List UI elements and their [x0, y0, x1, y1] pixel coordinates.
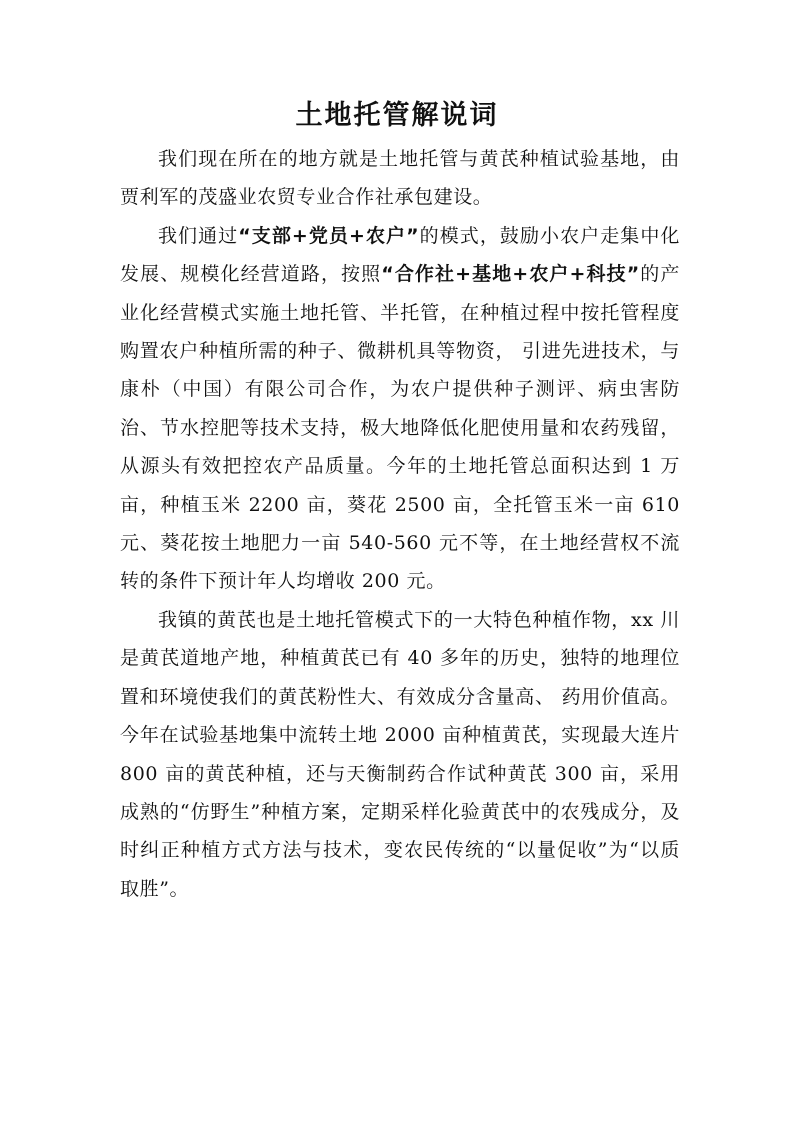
- paragraph-2-text-2: 的模式，鼓励小农户走集中化发展、规模化经营道路，按照: [120, 224, 680, 286]
- document-body: [120, 140, 680, 908]
- paragraph-2-text-3: 的产业化经营模式实施土地托管、半托管，在种植过程中按托管程度购置农户种植所需的种子、微耕机具等物资， 引进先进技术，与康朴（中国）有限公司合作，为农户提供种子测评、病虫害防治、节水控肥等技术支持，极大地降低化肥使用量和农药残留，从源头有效把控农产品质量。今年的土地托管总面积达到 1 万亩，种植玉米 2200 亩，葵花 2500 亩，全托管玉米一亩 610 元、葵花按土地肥力一亩 540-560 元不等，在土地经营权不流转的条件下预计年人均增收 200 元。: [120, 263, 680, 593]
- paragraph-3-text: 我镇的黄芪也是土地托管模式下的一大特色种植作物，xx 川是黄芪道地产地，种植黄芪已有 40 多年的历史，独特的地理位置和环境使我们的黄芪粉性大、有效成分含量高、 药用价值高。今年在试验基地集中流转土地 2000 亩种植黄芪，实现最大连片 800 亩的黄芪种植，还与天衡制药合作试种黄芪 300 亩，采用成熟的“仿野生”种植方案，定期采样化验黄芪中的农残成分，及时纠正种植方式方法与技术，变农民传统的“以量促收”为“以质取胜”。: [120, 608, 680, 900]
- document-title: 土地托管解说词: [295, 100, 499, 131]
- paragraph-2-text-1: 我们通过: [158, 224, 239, 247]
- paragraph-3: [120, 601, 680, 908]
- paragraph-2-bold-model-2: “合作社+基地+农户+科技”: [381, 263, 640, 286]
- paragraph-1-text: 我们现在所在的地方就是土地托管与黄芪种植试验基地，由贾利军的茂盛业农贸专业合作社承包建设。: [120, 148, 680, 209]
- paragraph-2-bold-model-1: “支部+党员+农户”: [238, 224, 420, 247]
- paragraph-2: [120, 217, 680, 601]
- paragraph-1: [120, 140, 680, 217]
